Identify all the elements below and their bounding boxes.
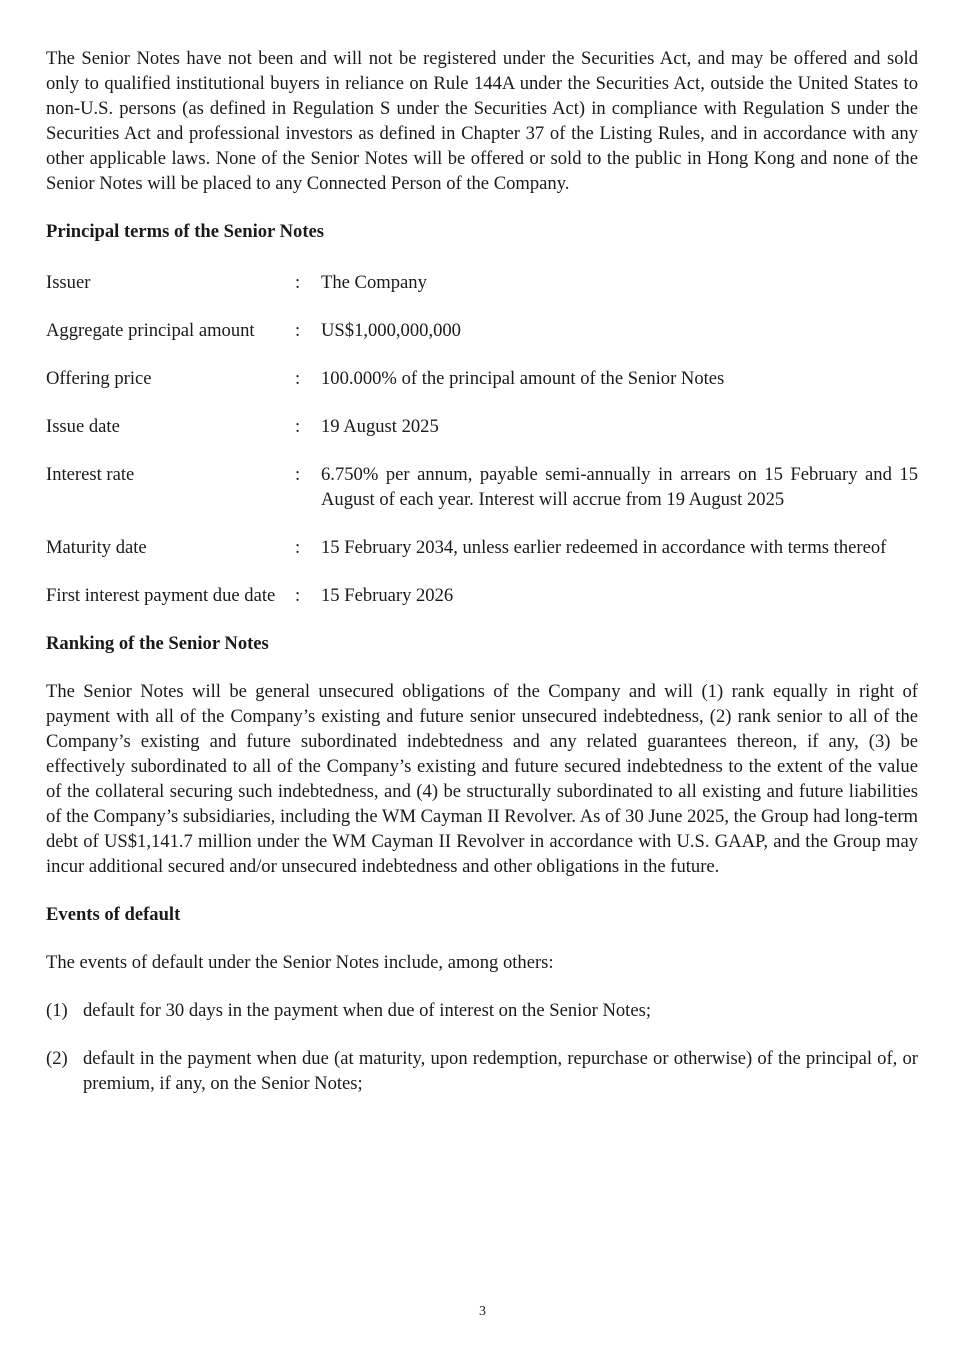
term-label: Issue date	[46, 416, 120, 437]
term-label: First interest payment due date	[46, 585, 276, 606]
term-value: The Company	[321, 272, 427, 293]
term-separator: :	[295, 464, 301, 485]
term-row-first-interest-payment-due-date	[46, 583, 918, 608]
term-label: Issuer	[46, 272, 91, 293]
term-separator: :	[295, 368, 301, 389]
term-label: Interest rate	[46, 464, 135, 485]
principal-terms-table	[46, 270, 918, 608]
term-value: 19 August 2025	[321, 416, 439, 437]
term-row-issue-date	[46, 414, 918, 439]
term-separator: :	[295, 585, 301, 606]
list-item-number: (1)	[46, 1000, 68, 1021]
term-row-aggregate-principal-amount	[46, 318, 918, 343]
term-separator: :	[295, 320, 301, 341]
term-value: 15 February 2034, unless earlier redeemed in accordance with terms thereof	[321, 537, 887, 558]
list-item-number: (2)	[46, 1048, 68, 1069]
page-number: 3	[479, 1304, 486, 1319]
term-value: 15 February 2026	[321, 585, 454, 606]
list-item	[46, 1046, 918, 1096]
term-row-offering-price	[46, 366, 918, 391]
list-item-text: default in the payment when due (at maturity, upon redemption, repurchase or otherwise) of the principal of, or premium, if any, on the Senior Notes;	[83, 1048, 918, 1094]
ranking-heading: Ranking of the Senior Notes	[46, 633, 269, 654]
term-separator: :	[295, 416, 301, 437]
term-separator: :	[295, 272, 301, 293]
term-row-interest-rate	[46, 462, 918, 512]
list-item-text: default for 30 days in the payment when due of interest on the Senior Notes;	[83, 1000, 651, 1021]
events-of-default-heading: Events of default	[46, 904, 181, 925]
term-label: Aggregate principal amount	[46, 320, 255, 341]
term-row-issuer	[46, 270, 918, 295]
term-separator: :	[295, 537, 301, 558]
term-label: Maturity date	[46, 537, 147, 558]
term-row-maturity-date	[46, 535, 918, 560]
intro-paragraph: The Senior Notes have not been and will not be registered under the Securities Act, and may be offered and sold only to qualified institutional buyers in reliance on Rule 144A under the Securities Act, outside the United States to non-U.S. persons (as defined in Regulation S under the Securities Act) in compliance with Regulation S under the Securities Act and professional investors as defined in Chapter 37 of the Listing Rules, and in accordance with any other applicable laws. None of the Senior Notes will be offered or sold to the public in Hong Kong and none of the Senior Notes will be placed to any Connected Person of the Company.	[46, 48, 918, 194]
term-value: 6.750% per annum, payable semi-annually in arrears on 15 February and 15 August of each year. Interest will accrue from 19 August 2025	[321, 464, 918, 510]
principal-terms-heading: Principal terms of the Senior Notes	[46, 221, 324, 242]
term-label: Offering price	[46, 368, 152, 389]
term-value: 100.000% of the principal amount of the Senior Notes	[321, 368, 725, 389]
term-value: US$1,000,000,000	[321, 320, 461, 341]
events-of-default-intro: The events of default under the Senior Notes include, among others:	[46, 952, 554, 973]
list-item	[46, 998, 918, 1023]
document-page	[46, 46, 918, 1119]
ranking-paragraph: The Senior Notes will be general unsecured obligations of the Company and will (1) rank equally in right of payment with all of the Company’s existing and future senior unsecured indebtedness, (2) rank senior to all of the Company’s existing and future subordinated indebtedness and any related guarantees thereon, if any, (3) be effectively subordinated to all of the Company’s existing and future secured indebtedness to the extent of the value of the collateral securing such indebtedness, and (4) be structurally subordinated to all existing and future liabilities of the Company’s subsidiaries, including the WM Cayman II Revolver. As of 30 June 2025, the Group had long-term debt of US$1,141.7 million under the WM Cayman II Revolver in accordance with U.S. GAAP, and the Group may incur additional secured and/or unsecured indebtedness and other obligations in the future.	[46, 681, 918, 877]
